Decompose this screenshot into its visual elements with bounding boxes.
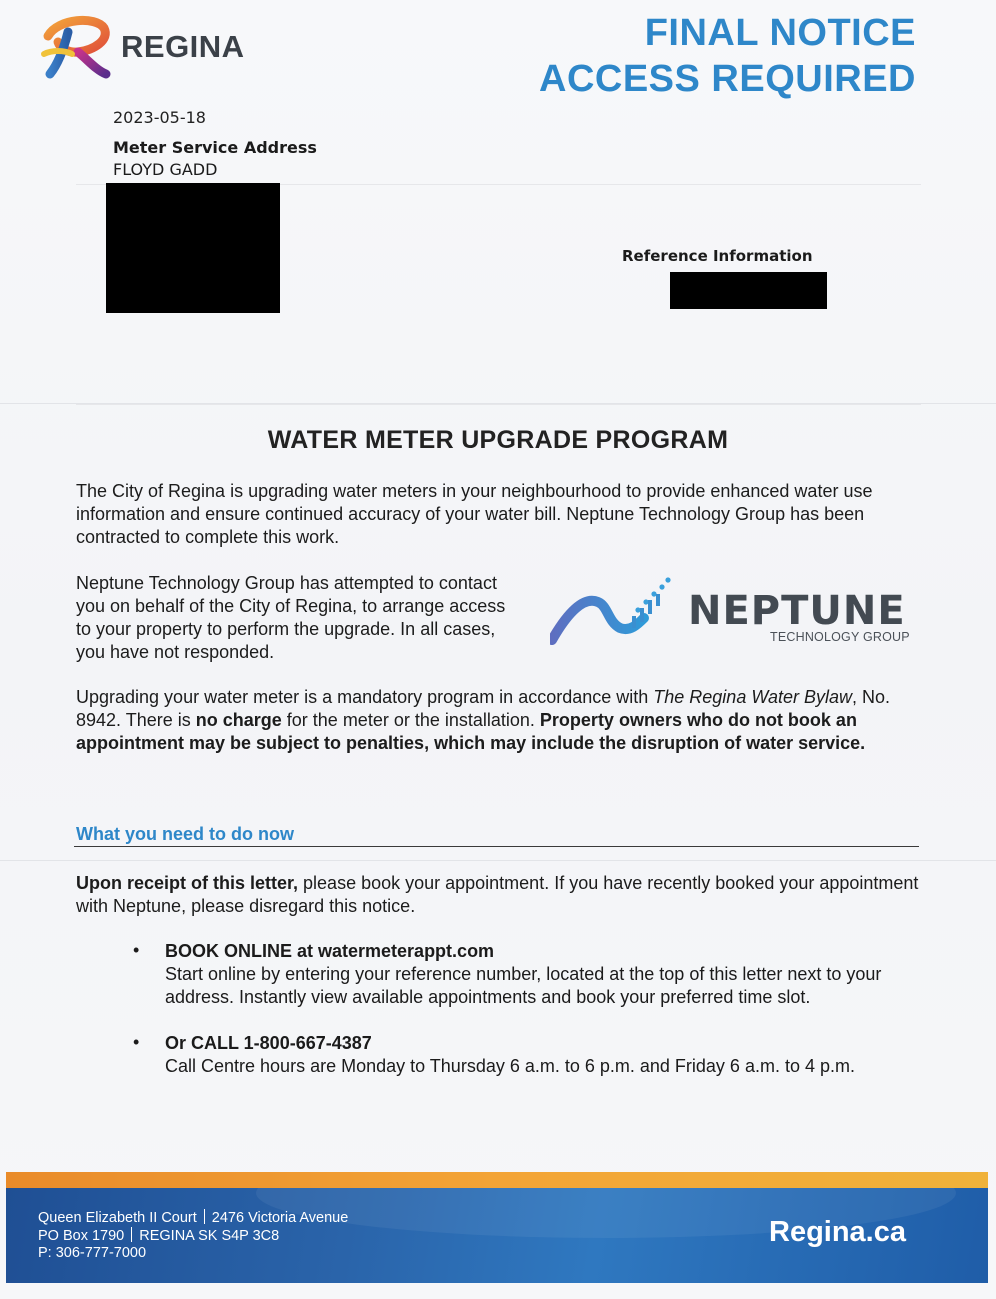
list-item-heading: Or CALL 1-800-667-4387 [165,1033,372,1053]
footer-phone: P: 306-777-7000 [38,1245,147,1261]
redacted-address-block [106,183,280,313]
section-title: What you need to do now [76,824,294,844]
bleed-through-line [76,404,921,405]
mandatory-program-paragraph [76,686,921,755]
list-item-heading: BOOK ONLINE at watermeterappt.com [165,941,495,961]
paragraph-text: for the meter or the installation. [281,710,540,730]
footer-line-2 [38,1227,348,1245]
footer-website: Regina.ca [769,1216,906,1248]
footer-address [38,1209,348,1262]
attempted-contact-paragraph: Neptune Technology Group has attempted to contact you on behalf of the City of Regina, to arrange access to your property to perform the upgrade. In all cases, you have not responded. [76,573,506,662]
instructions-text: please book your appointment. If you have recently booked your appointment with Neptune, please disregard this notice. [76,873,919,916]
redacted-reference-block [670,272,827,309]
notice-title-line-2: ACCESS REQUIRED [539,58,916,100]
paper-fold-line [0,860,996,861]
footer-street: 2476 Victoria Avenue [211,1210,349,1226]
neptune-subtitle: TECHNOLOGY GROUP [770,630,910,644]
paragraph-text: , No. 8942. There is [76,687,891,730]
reference-label: Reference Information [622,247,813,265]
no-charge-text: no charge [195,710,282,730]
list-item-text: Start online by entering your reference number, located at the top of this letter next to your address. Instantly view available appointments and book your preferred time slot. [165,964,882,1007]
bullet-icon: • [133,940,140,960]
instructions-lead: Upon receipt of this letter, [76,873,299,893]
paragraph-text: Upgrading your water meter is a mandatory program in accordance with [76,687,654,707]
list-item-call [165,1032,925,1078]
footer-separator [131,1227,132,1242]
address-label: Meter Service Address [113,138,317,157]
list-item-text: Call Centre hours are Monday to Thursday 6 a.m. to 6 p.m. and Friday 6 a.m. to 4 p.m. [165,1056,855,1076]
penalty-warning: Property owners who do not book an appointment may be subject to penalties, which may include the disruption of water service. [76,710,866,753]
brand-name: REGINA [121,29,245,64]
footer-line-1 [38,1209,348,1227]
intro-paragraph: The City of Regina is upgrading water meters in your neighbourhood to provide enhanced water use information and ensure continued accuracy of your water bill. Neptune Technology Group has been contracted to complete this work. [76,481,873,547]
notice-title [539,10,916,102]
bylaw-name: The Regina Water Bylaw [653,687,853,707]
neptune-wordmark: NEPTUNE [688,588,906,634]
footer-city: REGINA SK S4P 3C8 [139,1228,280,1244]
recipient-name: FLOYD GADD [113,160,218,179]
list-item-book-online [165,940,925,1009]
program-title: WATER METER UPGRADE PROGRAM [267,426,729,454]
footer-po-box: PO Box 1790 [38,1228,125,1244]
notice-title-line-1: FINAL NOTICE [644,12,916,54]
neptune-wave-icon [550,572,690,647]
bullet-icon: • [133,1032,140,1052]
instructions-paragraph [76,872,921,918]
footer-building: Queen Elizabeth II Court [38,1210,197,1226]
section-divider [74,846,919,847]
footer-separator [204,1209,205,1224]
letter-date: 2023-05-18 [113,108,206,127]
